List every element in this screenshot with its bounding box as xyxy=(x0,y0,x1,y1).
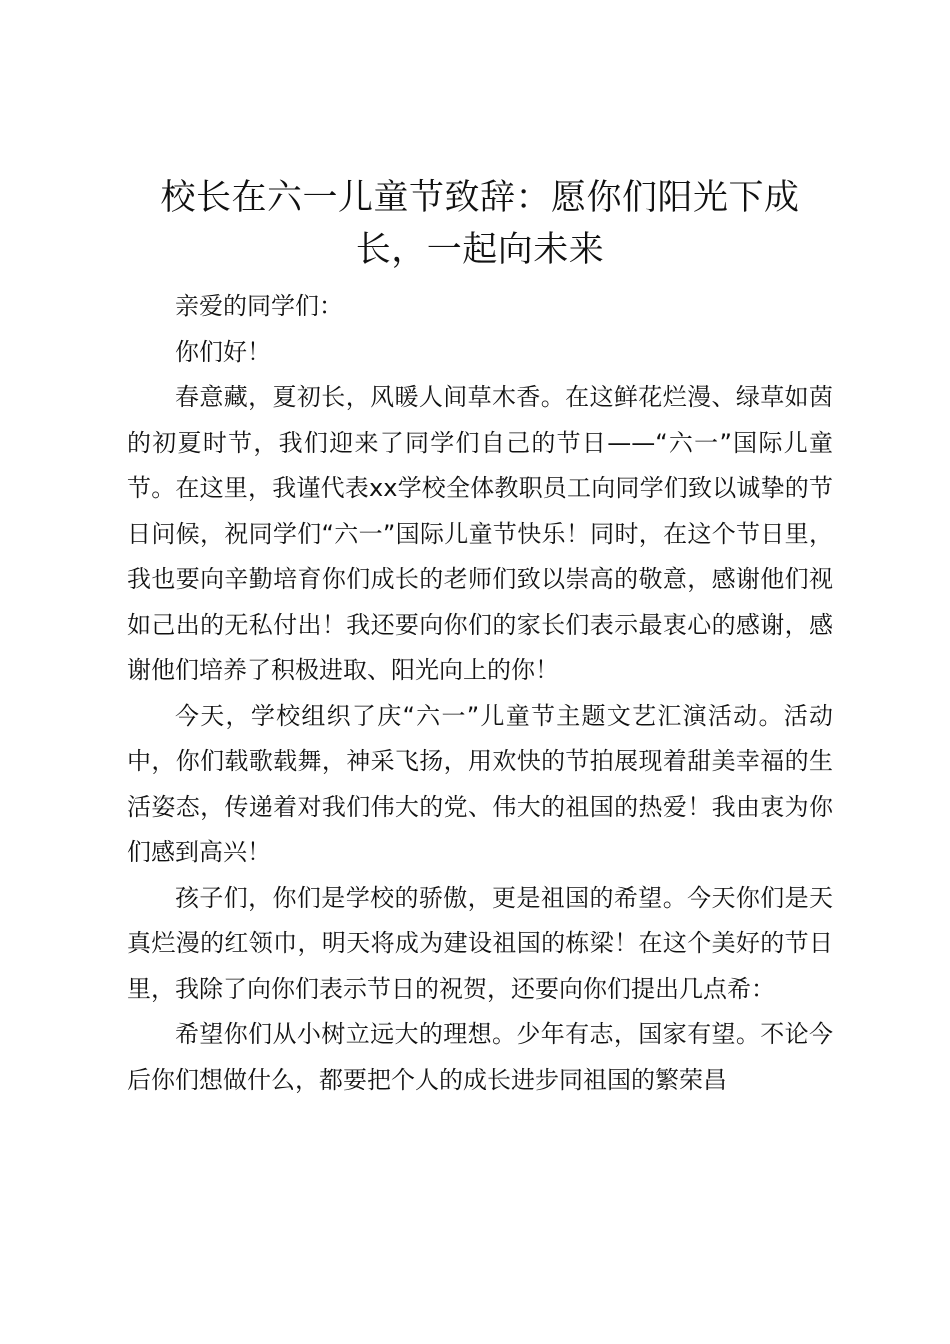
body-paragraph: 今天，学校组织了庆“六一”儿童节主题文艺汇演活动。活动中，你们载歌载舞，神采飞扬，用欢快的节拍展现着甜美幸福的生活姿态，传递着对我们伟大的党、伟大的祖国的热爱！我由衷为你们感到高兴！ xyxy=(127,701,833,866)
body-paragraph: 孩子们，你们是学校的骄傲，更是祖国的希望。今天你们是天真烂漫的红领巾，明天将成为建设祖国的栋梁！在这个美好的节日里，我除了向你们表示节日的祝贺，还要向你们提出几点希： xyxy=(127,883,833,1003)
body-paragraph: 希望你们从小树立远大的理想。少年有志，国家有望。不论今后你们想做什么，都要把个人的成长进步同祖国的繁荣昌 xyxy=(127,1020,833,1094)
body-paragraph: 春意藏，夏初长，风暖人间草木香。在这鲜花烂漫、绿草如茵的初夏时节，我们迎来了同学们自己的节日——“六一”国际儿童节。在这里，我谨代表xx学校全体教职员工向同学们致以诚挚的节日问候，祝同学们“六一”国际儿童节快乐！同时，在这个节日里，我也要向辛勤培育你们成长的老师们致以崇高的敬意，感谢他们视如己出的无私付出！我还要向你们的家长们表示最衷心的感谢，感谢他们培养了积极进取、阳光向上的你！ xyxy=(127,383,833,684)
greeting-paragraph: 亲爱的同学们： xyxy=(175,292,343,320)
document-page xyxy=(127,172,833,1103)
hello-paragraph: 你们好！ xyxy=(175,337,271,366)
document-body xyxy=(127,284,833,1103)
document-title: 校长在六一儿童节致辞：愿你们阳光下成长，一起向未来 xyxy=(160,178,800,270)
